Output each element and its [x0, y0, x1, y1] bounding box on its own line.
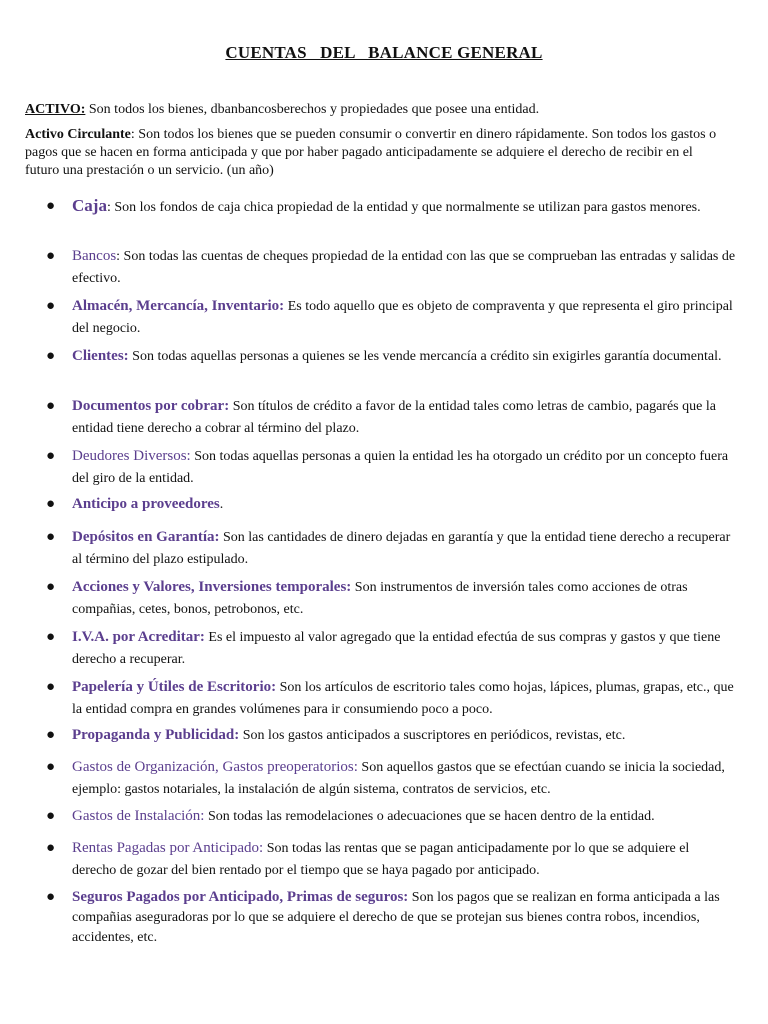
list-item — [46, 395, 736, 440]
bullet-icon: ● — [46, 840, 56, 856]
list-item — [46, 837, 736, 882]
list-item — [46, 345, 736, 368]
bullet-icon: ● — [46, 629, 56, 645]
list-item — [46, 445, 736, 490]
account-description: Son todas aquellas personas a quienes se les vende mercancía a crédito sin exigirles garantía documental. — [128, 349, 722, 364]
account-description: Son las cantidades de dinero dejadas en garantía y que la entidad tiene derecho a recuperar al término del plazo estipulado. — [72, 530, 731, 567]
document-title: CUENTAS DEL BALANCE GENERAL — [225, 43, 543, 62]
activo-circulante-text: : Son todos los bienes que se pueden consumir o convertir en dinero rápidamente. Son todos los gastos o pagos que se hacen en forma anticipada y que por haber pagado anticipadamente se adquiere el derecho de recibir en el futuro una prestación o un servicio. (un año) — [25, 127, 717, 178]
bullet-icon: ● — [46, 727, 56, 743]
account-term: I.V.A. por Acreditar: — [72, 629, 205, 645]
account-term: Rentas Pagadas por Anticipado: — [72, 840, 264, 856]
account-term: Propaganda y Publicidad: — [72, 727, 240, 743]
account-term: Documentos por cobrar: — [72, 398, 230, 414]
bullet-icon: ● — [46, 889, 56, 905]
account-term: Gastos de Organización, Gastos preoperatorios: — [72, 759, 358, 775]
account-term: Seguros Pagados por Anticipado, Primas de seguros: — [72, 889, 409, 905]
account-description: Son títulos de crédito a favor de la entidad tales como letras de cambio, pagarés que la entidad tiene derecho a cobrar al término del plazo. — [72, 399, 716, 436]
account-description: Son instrumentos de inversión tales como acciones de otras compañias, cetes, bonos, petrobonos, etc. — [72, 580, 688, 617]
bullet-icon: ● — [46, 759, 56, 775]
account-description: : Son los fondos de caja chica propiedad de la entidad y que normalmente se utilizan para gastos menores. — [106, 200, 701, 215]
account-description: Son los pagos que se realizan en forma anticipada a las compañias aseguradoras por lo que se adquiere el derecho de que se protejan sus bienes contra robos, incendios, accidentes, etc. — [72, 890, 720, 945]
account-term: Acciones y Valores, Inversiones temporales: — [72, 579, 352, 595]
account-description: Son todas las rentas que se pagan anticipadamente por lo que se adquiere el derecho de gozar del bien rentado por el tiempo que se haya pagado por anticipado. — [72, 841, 690, 878]
activo-circulante-label: Activo Circulante — [25, 127, 131, 142]
bullet-icon: ● — [46, 398, 56, 414]
list-item — [46, 805, 736, 828]
list-item — [46, 526, 736, 571]
account-description: Son todas las remodelaciones o adecuaciones que se hacen dentro de la entidad. — [204, 809, 655, 824]
account-term: Clientes: — [72, 348, 129, 364]
account-term: Almacén, Mercancía, Inventario: — [72, 298, 285, 314]
bullet-icon: ● — [46, 348, 56, 364]
bullet-icon: ● — [46, 198, 56, 214]
list-item — [46, 887, 736, 948]
activo-circulante-paragraph — [25, 126, 725, 180]
account-term: Bancos — [72, 248, 117, 264]
account-description: Son los artículos de escritorio tales como hojas, lápices, plumas, grapas, etc., que la entidad compra en grandes volúmenes para ir consumiendo poco a poco. — [72, 680, 734, 717]
account-term: Caja — [72, 196, 107, 215]
account-term: Papelería y Útiles de Escritorio: — [72, 679, 277, 695]
list-item — [46, 756, 736, 801]
account-description: : Son todas las cuentas de cheques propiedad de la entidad con las que se comprueban las entradas y salidas de efectivo. — [72, 249, 736, 286]
bullet-icon: ● — [46, 579, 56, 595]
account-term: Deudores Diversos: — [72, 448, 191, 464]
list-item — [46, 245, 736, 290]
bullet-icon: ● — [46, 298, 56, 314]
account-description: Es todo aquello que es objeto de compraventa y que representa el giro principal del negocio. — [72, 299, 733, 336]
list-item — [46, 295, 736, 340]
list-item — [46, 576, 736, 621]
bullet-icon: ● — [46, 248, 56, 264]
activo-label: ACTIVO: — [25, 102, 86, 117]
account-description: Son aquellos gastos que se efectúan cuando se inicia la sociedad, ejemplo: gastos notariales, la instalación de algún sistema, contratos de servicios, etc. — [72, 760, 725, 797]
activo-text: Son todos los bienes, dbanbancosberechos y propiedades que posee una entidad. — [85, 102, 540, 117]
account-term: Anticipo a proveedores — [72, 496, 220, 512]
activo-paragraph — [25, 101, 725, 119]
bullet-icon: ● — [46, 496, 56, 512]
list-item — [46, 724, 736, 747]
account-description: Son los gastos anticipados a suscriptores en periódicos, revistas, etc. — [239, 728, 626, 743]
account-description: Es el impuesto al valor agregado que la entidad efectúa de sus compras y gastos y que tiene derecho a recuperar. — [72, 630, 721, 667]
list-item — [46, 195, 736, 219]
account-description: . — [219, 497, 224, 512]
bullet-icon: ● — [46, 679, 56, 695]
list-item — [46, 626, 736, 671]
bullet-icon: ● — [46, 529, 56, 545]
list-item — [46, 493, 736, 516]
bullet-icon: ● — [46, 808, 56, 824]
list-item — [46, 676, 736, 721]
bullet-icon: ● — [46, 448, 56, 464]
account-term: Gastos de Instalación: — [72, 808, 205, 824]
account-term: Depósitos en Garantía: — [72, 529, 220, 545]
account-description: Son todas aquellas personas a quien la entidad les ha otorgado un crédito por un concepto fuera del giro de la entidad. — [72, 449, 729, 486]
